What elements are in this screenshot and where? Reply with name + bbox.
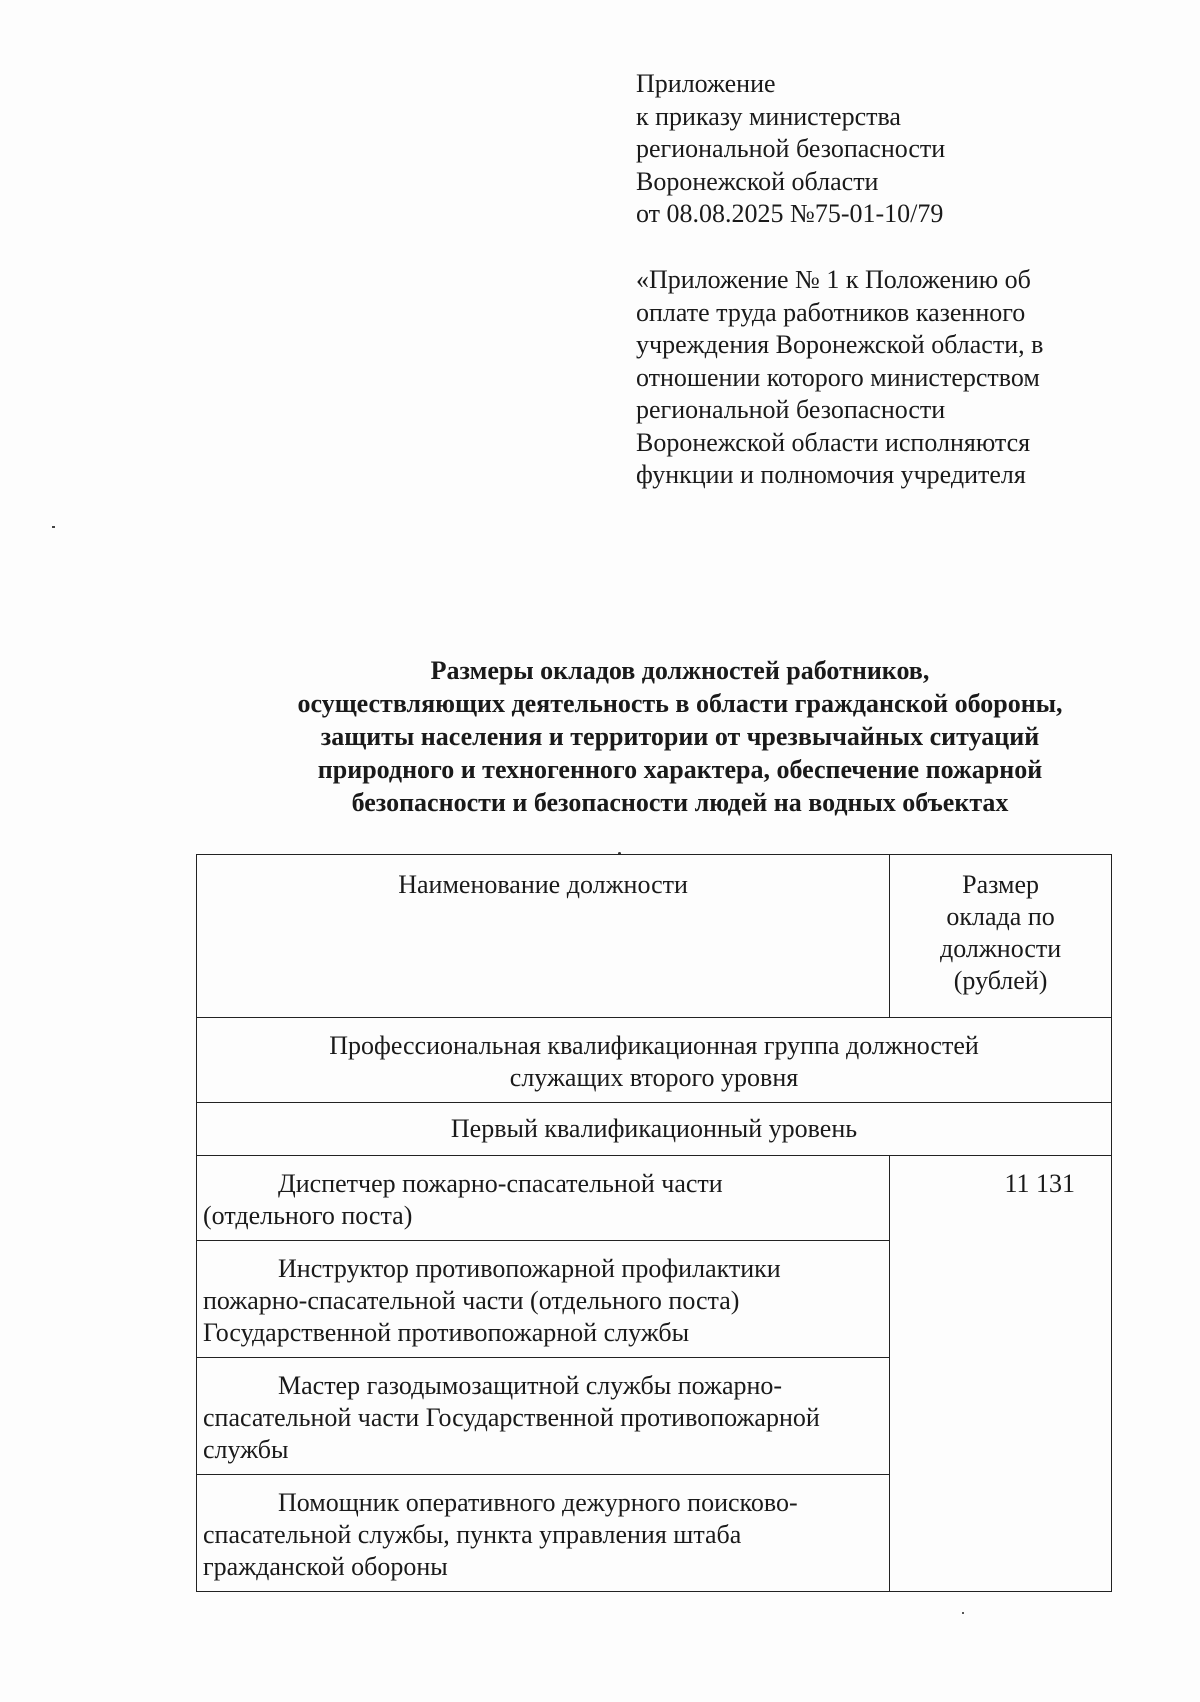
salary-value: 11 131 xyxy=(890,1156,1112,1592)
group-line: служащих второго уровня xyxy=(509,1063,799,1092)
title-line: защиты населения и территории от чрезвычайных ситуаций xyxy=(320,722,1040,751)
position-name xyxy=(197,1358,890,1475)
reference-line: функции и полномочия учредителя xyxy=(636,460,1026,489)
reference-line: отношении которого министерством xyxy=(636,362,1040,392)
title-line: природного и техногенного характера, обеспечение пожарной xyxy=(317,755,1043,784)
appendix-header-line: Приложение xyxy=(636,69,776,98)
group-line: Профессиональная квалификационная группа должностей xyxy=(329,1031,979,1060)
position-line: пожарно-спасательной части (отдельного поста) xyxy=(203,1286,740,1315)
qualification-group-cell xyxy=(197,1018,1112,1103)
reference-line: учреждения Воронежской области, в xyxy=(636,330,1044,359)
table-row xyxy=(197,1156,1112,1241)
reference-line: региональной безопасности xyxy=(636,395,946,424)
appendix-header-line: от 08.08.2025 №75-01-10/79 xyxy=(636,199,944,228)
position-line: службы xyxy=(203,1435,289,1464)
title-line: безопасности и безопасности людей на водных объектах xyxy=(351,788,1009,817)
title-line: Размеры окладов должностей работников, xyxy=(430,656,930,685)
header-salary-line: оклада по xyxy=(946,902,1055,931)
qualification-level-cell: Первый квалификационный уровень xyxy=(197,1103,1112,1156)
position-line: (отдельного поста) xyxy=(203,1201,413,1230)
scan-speck xyxy=(52,526,55,528)
appendix-header-line: региональной безопасности xyxy=(636,134,946,163)
position-line: Диспетчер пожарно-спасательной части xyxy=(278,1169,723,1198)
position-line: гражданской обороны xyxy=(203,1552,448,1581)
position-line: Помощник оперативного дежурного поисково- xyxy=(278,1488,798,1517)
title-line: осуществляющих деятельность в области гражданской обороны, xyxy=(297,689,1063,718)
reference-line: Воронежской области исполняются xyxy=(636,427,1031,457)
qualification-group-row xyxy=(197,1018,1112,1103)
position-line: Государственной противопожарной службы xyxy=(203,1318,690,1347)
position-line: Инструктор противопожарной профилактики xyxy=(278,1254,781,1283)
table-header-row xyxy=(197,855,1112,1018)
scan-speck xyxy=(962,1612,964,1614)
appendix-header xyxy=(636,68,1106,231)
reference-line: «Приложение № 1 к Положению об xyxy=(636,265,1031,294)
position-line: спасательной части Государственной противопожарной xyxy=(203,1403,820,1432)
header-salary-line: должности xyxy=(939,934,1062,963)
position-line: спасательной службы, пункта управления штаба xyxy=(203,1520,742,1549)
position-name xyxy=(197,1241,890,1358)
appendix-reference-block xyxy=(636,264,1106,492)
position-name xyxy=(197,1156,890,1241)
document-title xyxy=(230,654,1130,819)
reference-line: оплате труда работников казенного xyxy=(636,297,1026,327)
qualification-level-row xyxy=(197,1103,1112,1156)
header-salary xyxy=(890,855,1112,1018)
appendix-header-line: к приказу министерства xyxy=(636,101,901,131)
salary-table xyxy=(196,854,1112,1592)
header-salary-line: (рублей) xyxy=(953,966,1048,995)
position-line: Мастер газодымозащитной службы пожарно- xyxy=(278,1371,783,1400)
position-name xyxy=(197,1475,890,1592)
appendix-header-line: Воронежской области xyxy=(636,166,879,196)
header-salary-line: Размер xyxy=(962,870,1040,899)
header-position-name: Наименование должности xyxy=(197,855,890,1018)
